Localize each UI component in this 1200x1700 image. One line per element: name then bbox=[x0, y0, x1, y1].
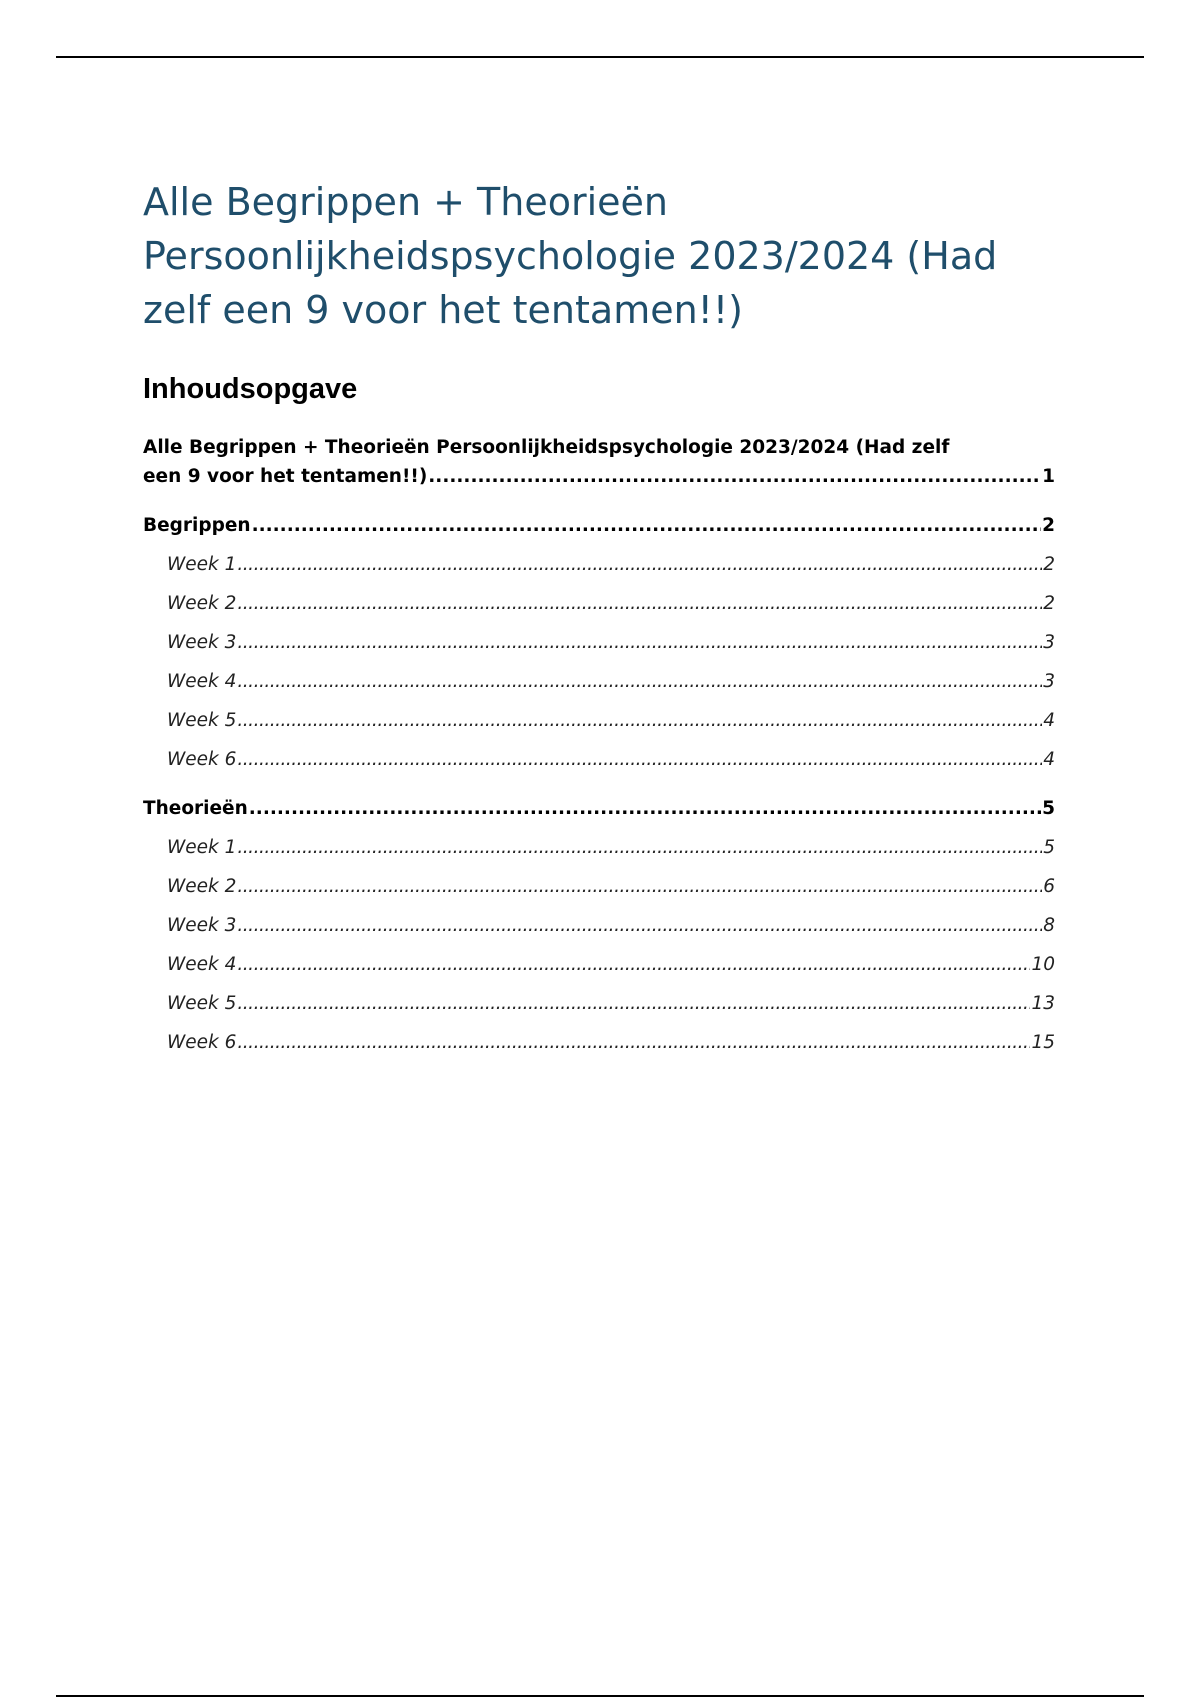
toc-leader-dots bbox=[237, 1028, 1030, 1057]
toc-entry-begrippen-week-2[interactable] bbox=[143, 589, 1055, 618]
document-title-line-1: Alle Begrippen + Theorieën bbox=[143, 180, 668, 224]
toc-leader-dots bbox=[237, 550, 1042, 579]
toc-entry-begrippen-week-3[interactable] bbox=[143, 628, 1055, 657]
document-title-line-2: Persoonlijkheidspsychologie 2023/2024 (Had bbox=[143, 234, 998, 278]
toc-page-number: 8 bbox=[1043, 915, 1055, 936]
toc-entry-theorieen-week-5[interactable] bbox=[143, 989, 1055, 1018]
toc-entry-label: Week 4 bbox=[167, 954, 237, 975]
toc-entry-label: Begrippen bbox=[143, 515, 251, 536]
toc-entry-begrippen-week-4[interactable] bbox=[143, 667, 1055, 696]
toc-page-number: 10 bbox=[1031, 954, 1055, 975]
toc-entry-label: Week 1 bbox=[167, 554, 237, 575]
toc-entry-theorieen-week-6[interactable] bbox=[143, 1028, 1055, 1057]
document-title bbox=[143, 175, 1055, 337]
toc-leader-dots bbox=[237, 950, 1030, 979]
toc-entry-label: Week 2 bbox=[167, 876, 237, 897]
footer-rule bbox=[56, 1695, 1144, 1697]
toc-heading: Inhoudsopgave bbox=[143, 373, 358, 405]
toc-entry-label: Week 5 bbox=[167, 993, 237, 1014]
page-content bbox=[143, 175, 1055, 1057]
toc-entry-theorieen-week-3[interactable] bbox=[143, 911, 1055, 940]
toc-leader-dots bbox=[237, 911, 1042, 940]
toc-entry-label: Week 3 bbox=[167, 632, 237, 653]
toc-entry-main[interactable] bbox=[143, 433, 1055, 491]
table-of-contents bbox=[143, 433, 1055, 1057]
toc-leader-dots bbox=[237, 628, 1042, 657]
toc-entry-begrippen-week-1[interactable] bbox=[143, 550, 1055, 579]
toc-entry-theorieen-week-4[interactable] bbox=[143, 950, 1055, 979]
toc-page-number: 3 bbox=[1043, 632, 1055, 653]
toc-entry-label: Week 4 bbox=[167, 671, 237, 692]
toc-leader-dots bbox=[237, 589, 1042, 618]
toc-leader-dots bbox=[249, 794, 1041, 823]
toc-entry-main-line-2: een 9 voor het tentamen!!) bbox=[143, 466, 428, 487]
header-rule bbox=[56, 56, 1144, 58]
toc-page-number: 4 bbox=[1043, 749, 1055, 770]
toc-leader-dots bbox=[237, 745, 1042, 774]
toc-entry-theorieen-week-2[interactable] bbox=[143, 872, 1055, 901]
toc-entry-label: Theorieën bbox=[143, 798, 248, 819]
toc-leader-dots bbox=[252, 511, 1042, 540]
toc-page-number: 15 bbox=[1031, 1032, 1055, 1053]
toc-entry-label: Week 6 bbox=[167, 749, 237, 770]
toc-leader-dots bbox=[237, 989, 1030, 1018]
toc-page-number: 2 bbox=[1042, 515, 1055, 536]
toc-entry-label: Week 2 bbox=[167, 593, 237, 614]
toc-leader-dots bbox=[237, 872, 1042, 901]
toc-entry-begrippen-week-5[interactable] bbox=[143, 706, 1055, 735]
toc-entry-main-line-1: Alle Begrippen + Theorieën Persoonlijkheidspsychologie 2023/2024 (Had zelf bbox=[143, 437, 950, 458]
toc-entry-label: Week 6 bbox=[167, 1032, 237, 1053]
toc-page-number: 5 bbox=[1043, 837, 1055, 858]
toc-page-number: 4 bbox=[1043, 710, 1055, 731]
toc-leader-dots bbox=[237, 706, 1042, 735]
toc-page-number: 2 bbox=[1043, 554, 1055, 575]
toc-leader-dots bbox=[237, 667, 1042, 696]
toc-page-number: 5 bbox=[1042, 798, 1055, 819]
toc-entry-begrippen-week-6[interactable] bbox=[143, 745, 1055, 774]
toc-entry-label: Week 5 bbox=[167, 710, 237, 731]
toc-page-number: 6 bbox=[1043, 876, 1055, 897]
toc-page-number: 2 bbox=[1043, 593, 1055, 614]
toc-entry-begrippen[interactable] bbox=[143, 511, 1055, 540]
document-title-line-3: zelf een 9 voor het tentamen!!) bbox=[143, 288, 743, 332]
toc-entry-theorieen[interactable] bbox=[143, 794, 1055, 823]
toc-entry-label: Week 3 bbox=[167, 915, 237, 936]
toc-page-number: 13 bbox=[1031, 993, 1055, 1014]
toc-page-number: 1 bbox=[1042, 466, 1055, 487]
toc-leader-dots bbox=[237, 833, 1042, 862]
toc-leader-dots bbox=[428, 462, 1041, 491]
toc-entry-label: Week 1 bbox=[167, 837, 237, 858]
toc-page-number: 3 bbox=[1043, 671, 1055, 692]
toc-entry-theorieen-week-1[interactable] bbox=[143, 833, 1055, 862]
